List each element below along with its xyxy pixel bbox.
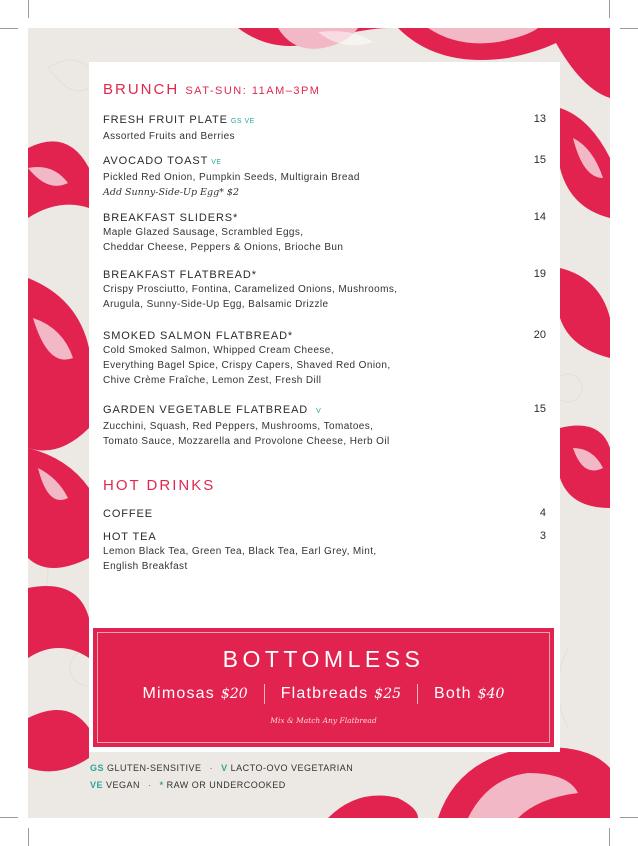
legend-label-raw: RAW OR UNDERCOOKED [166, 780, 286, 790]
legend-label-gs: GLUTEN-SENSITIVE [107, 763, 202, 773]
item-description: Crispy Prosciutto, Fontina, Caramelized Onions, Mushrooms, [103, 284, 398, 295]
menu-item-garden-vegetable-flatbread [103, 403, 546, 449]
menu-item-hot-tea [103, 530, 546, 574]
item-addon: Add Sunny-Side-Up Egg* $2 [103, 187, 240, 198]
menu-item-avocado-toast [103, 154, 546, 200]
legend-label-ve: VEGAN [106, 780, 141, 790]
item-description: Cheddar Cheese, Peppers & Onions, Brioche Bun [103, 242, 344, 253]
crop-mark [28, 828, 29, 846]
item-price: 15 [533, 403, 546, 415]
item-name: FRESH FRUIT PLATE [103, 114, 228, 126]
item-name: AVOCADO TOAST [103, 155, 209, 167]
bottomless-option-both [418, 685, 520, 703]
item-description: Lemon Black Tea, Green Tea, Black Tea, Earl Grey, Mint, [103, 546, 377, 557]
item-description: Tomato Sauce, Mozzarella and Provolone Cheese, Herb Oil [103, 436, 390, 447]
item-name: BREAKFAST SLIDERS* [103, 212, 239, 224]
option-label: Flatbreads [280, 685, 369, 702]
item-description: Cold Smoked Salmon, Whipped Cream Cheese, [103, 345, 334, 356]
legend-line-1 [90, 763, 353, 773]
option-price: $25 [374, 686, 402, 702]
hot-drinks-title: HOT DRINKS [103, 477, 216, 494]
item-description: Everything Bagel Spice, Crispy Capers, Shaved Red Onion, [103, 360, 391, 371]
item-price: 14 [533, 211, 546, 223]
bottomless-promo-box [93, 628, 554, 747]
bottomless-options [93, 684, 554, 704]
legend-code-gs: GS [90, 763, 105, 773]
item-name: HOT TEA [103, 531, 157, 543]
item-price: 20 [533, 329, 546, 341]
dietary-tag: GS VE [230, 118, 255, 125]
dietary-tag: VE [211, 159, 222, 166]
legend-code-ve: VE [90, 780, 104, 790]
item-description: Assorted Fruits and Berries [103, 131, 235, 142]
brunch-title: BRUNCH [103, 81, 180, 98]
legend-separator: · [148, 780, 152, 790]
dietary-tag: V [316, 408, 322, 415]
bottomless-option-mimosas [127, 685, 264, 703]
legend-label-v: LACTO-OVO VEGETARIAN [230, 763, 354, 773]
legend-code-raw: * [159, 780, 164, 790]
item-price: 3 [539, 530, 546, 542]
option-label: Both [434, 685, 472, 702]
crop-mark [28, 0, 29, 18]
crop-mark [0, 28, 18, 29]
item-name: GARDEN VEGETABLE FLATBREAD [103, 404, 309, 416]
bottomless-title: BOTTOMLESS [222, 646, 425, 672]
bottomless-note: Mix & Match Any Flatbread [270, 716, 377, 725]
item-price: 13 [533, 113, 546, 125]
item-price: 15 [533, 154, 546, 166]
item-description: Pickled Red Onion, Pumpkin Seeds, Multigrain Bread [103, 172, 360, 183]
item-name: COFFEE [103, 508, 154, 520]
item-description: Arugula, Sunny-Side-Up Egg, Balsamic Drizzle [103, 299, 329, 310]
option-label: Mimosas [142, 685, 215, 702]
menu-item-breakfast-sliders [103, 211, 546, 255]
legend-separator: · [209, 763, 214, 773]
legend-code-v: V [221, 763, 228, 773]
menu-item-coffee [103, 507, 546, 521]
menu-item-smoked-salmon-flatbread [103, 329, 546, 388]
option-price: $40 [477, 686, 505, 702]
item-name: SMOKED SALMON FLATBREAD* [103, 330, 294, 342]
crop-mark [620, 817, 638, 818]
crop-mark [620, 28, 638, 29]
menu-item-fresh-fruit-plate [103, 113, 546, 144]
item-description: English Breakfast [103, 561, 188, 572]
brunch-hours: SAT-SUN: 11AM–3PM [185, 85, 321, 97]
item-description: Maple Glazed Sausage, Scrambled Eggs, [103, 227, 304, 238]
option-price: $20 [220, 686, 248, 702]
legend-line-2 [90, 780, 286, 790]
menu-item-breakfast-flatbread [103, 268, 546, 312]
bottomless-option-flatbreads [265, 685, 417, 703]
crop-mark [609, 828, 610, 846]
crop-mark [609, 0, 610, 18]
item-description: Zucchini, Squash, Red Peppers, Mushrooms, Tomatoes, [103, 421, 374, 432]
crop-mark [0, 817, 18, 818]
brunch-section-title [103, 81, 320, 98]
item-price: 19 [533, 268, 546, 280]
item-price: 4 [539, 507, 546, 519]
item-name: BREAKFAST FLATBREAD* [103, 269, 257, 281]
item-description: Chive Crème Fraîche, Lemon Zest, Fresh Dill [103, 375, 322, 386]
